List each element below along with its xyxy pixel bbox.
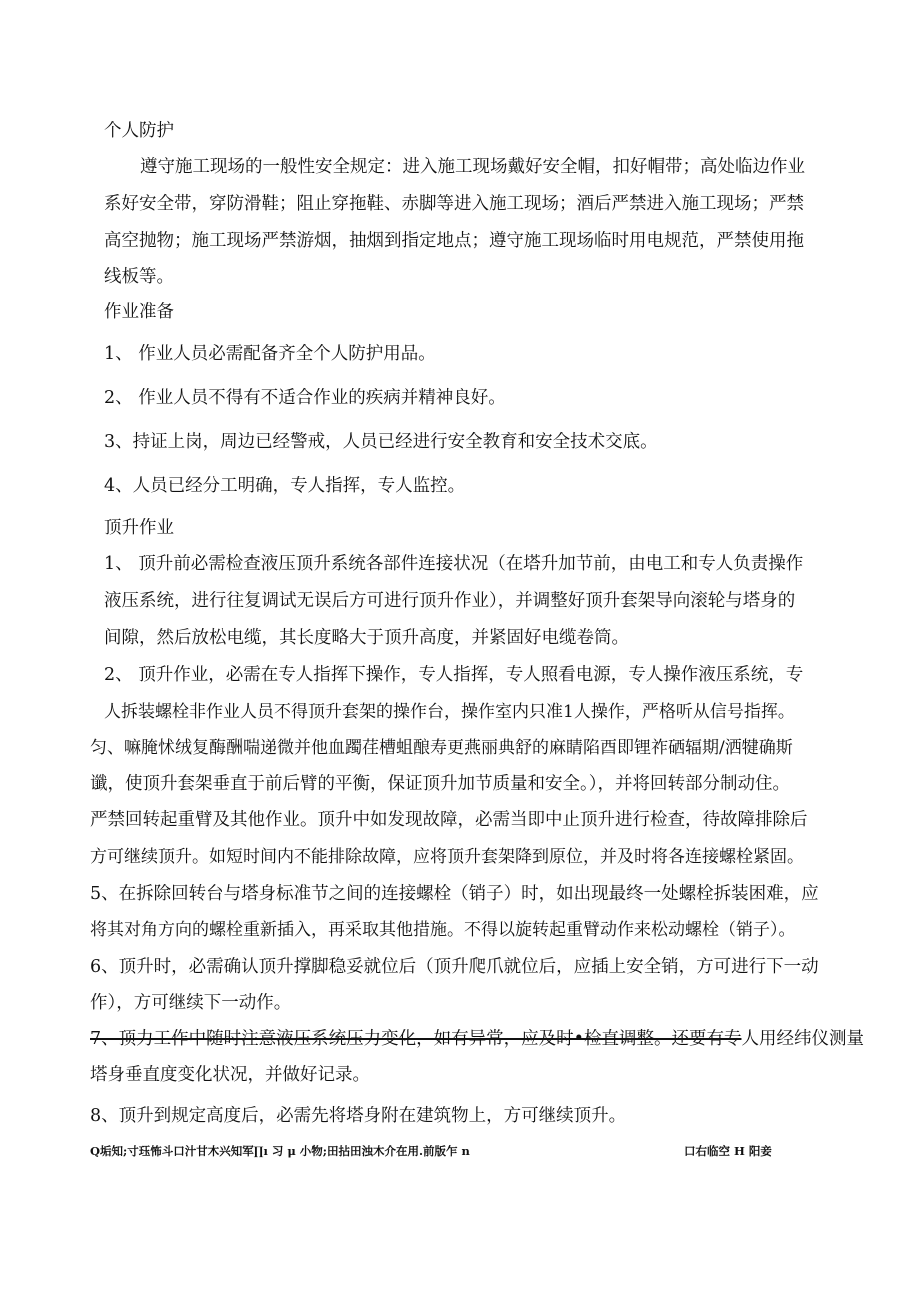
paragraph-line: 作），方可继续下一动作。 [90,993,292,1013]
section-heading-personal-protection: 个人防护 [104,121,174,141]
list-item: 8、顶升到规定高度后，必需先将塔身附在建筑物上，方可继续顶升。 [90,1106,627,1126]
list-item: 4、人员已经分工明确，专人指挥，专人监控。 [104,476,466,496]
paragraph-line: 匀、嘛腌怵绒复酶酬喘递微并他血躅荏槽蛆酿寿更燕丽典舒的麻睛陷酉即锂祚硒辐期/洒犍确斯 [90,738,793,758]
paragraph-line: 人拆装螺栓非作业人员不得顶升套架的操作台，操作室内只准1人操作，严格听从信号指挥。 [104,702,795,722]
paragraph-line: 系好安全带，穿防滑鞋；阻止穿拖鞋、赤脚等进入施工现场；酒后严禁进入施工现场；严禁 [104,194,804,214]
paragraph-line: 方可继续顶升。如短时间内不能排除故障，应将顶升套架降到原位，并及时将各连接螺栓紧固。 [90,847,804,867]
paragraph-line: 塔身垂直度变化状况，并做好记录。 [90,1065,370,1085]
section-heading-work-preparation: 作业准备 [104,302,174,322]
paragraph-line: 线板等。 [104,267,174,287]
paragraph-line: 遵守施工现场的一般性安全规定：进入施工现场戴好安全帽，扣好帽带；高处临边作业 [140,157,805,177]
paragraph-line: 1、 顶升前必需检查液压顶升系统各部件连接状况（在塔升加节前，由电工和专人负责操作 [104,554,804,574]
paragraph-line: 将其对角方向的螺栓重新插入，再采取其他措施。不得以旋转起重臂动作来松动螺栓（销子）。 [90,920,796,940]
paragraph-line: 6、顶升时，必需确认顶升撑脚稳妥就位后（顶升爬爪就位后，应插上安全销，方可进行下一动 [90,957,819,977]
footer-right-text: 口右临空 H 阳妾 [684,1144,772,1158]
paragraph-line: 2、 顶升作业，必需在专人指挥下操作，专人指挥，专人照看电源，专人操作液压系统，专 [104,665,804,685]
paragraph-line: 5、在拆除回转台与塔身标准节之间的连接螺栓（销子）时，如出现最终一处螺栓拆装困难，应 [90,884,819,904]
section-heading-jacking-operation: 顶升作业 [104,518,174,538]
paragraph-line: 严禁回转起重臂及其他作业。顶升中如发现故障，必需当即中止顶升进行检查，待故障排除后 [90,810,808,830]
paragraph-line: 间隙，然后放松电缆，其长度略大于顶升高度，并紧固好电缆卷筒。 [104,628,629,648]
list-item: 1、 作业人员必需配备齐全个人防护用品。 [104,344,436,364]
struck-text: 7、顶力工作中随时注意液压系统压力变化，如有异常，应及时•检直调整。还要有专 [90,1029,742,1049]
normal-text: 人用经纬仪测量 [741,1029,864,1049]
list-item: 3、持证上岗，周边已经警戒，人员已经进行安全教育和安全技术交底。 [104,432,658,452]
footer-left-text: Q垢知;寸珏怖斗口汁甘木兴知军∏ı 习 μ 小物;田拈田浊木介在用.前版乍 n [90,1144,470,1158]
paragraph-line: 谶，使顶升套架垂直于前后臂的平衡，保证顶升加节质量和安全。），并将回转部分制动住。 [90,774,790,794]
paragraph-line: 高空抛物；施工现场严禁游烟，抽烟到指定地点；遵守施工现场临时用电规范，严禁使用拖 [104,231,804,251]
paragraph-line: 液压系统，进行往复调试无误后方可进行顶升作业），并调整好顶升套架导向滚轮与塔身的 [104,591,796,611]
list-item: 2、 作业人员不得有不适合作业的疾病并精神良好。 [104,388,506,408]
list-item-struck [90,1027,864,1051]
